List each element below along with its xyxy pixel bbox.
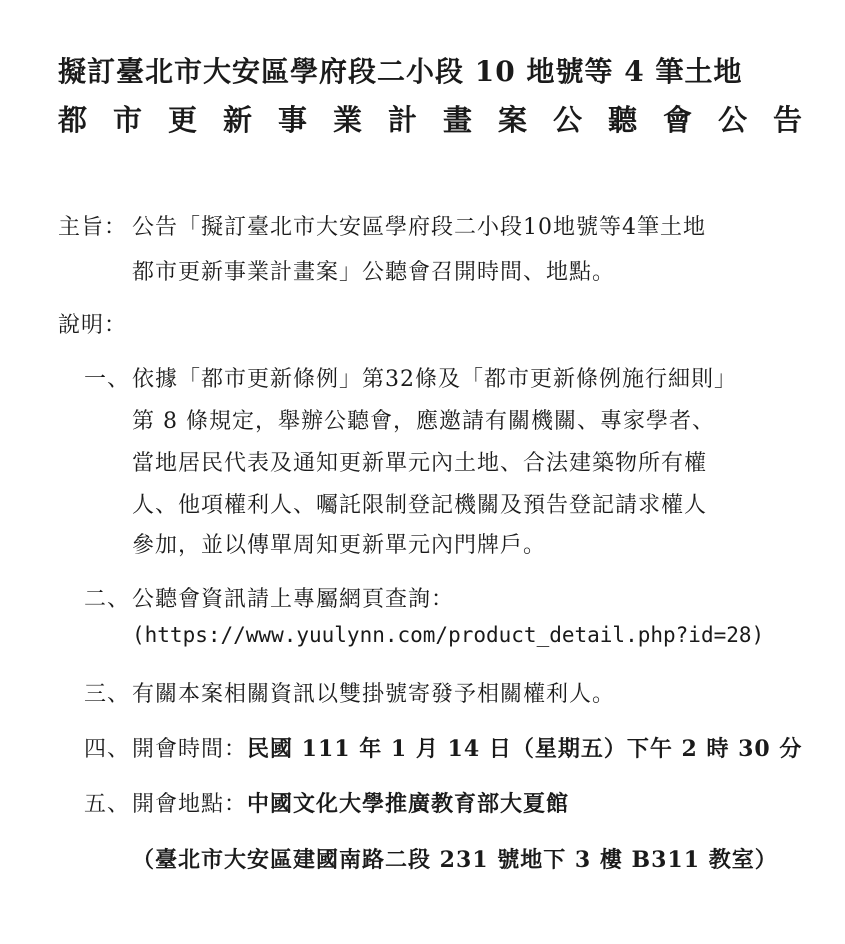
item-2-line-1: 公聽會資訊請上專屬網頁查詢： [132, 587, 455, 612]
meeting-time-label: 開會時間： [132, 737, 248, 762]
description-label: 說明： [58, 313, 128, 338]
subject-text-line-2: 都市更新事業計畫案」公聽會召開時間、地點。 [132, 260, 616, 285]
item-1-line-4: 人、他項權利人、囑託限制登記機關及預告登記請求權人 [132, 493, 708, 518]
item-1-line-3: 當地居民代表及通知更新單元內土地、合法建築物所有權 [132, 451, 708, 476]
item-2-number: 二、 [84, 587, 131, 612]
item-1-number: 一、 [84, 367, 131, 392]
meeting-place-address: （臺北市大安區建國南路二段 231 號地下 3 樓 B311 教室） [132, 847, 778, 873]
meeting-place-label: 開會地點： [132, 792, 248, 817]
subject-label: 主旨： [58, 215, 128, 240]
item-1-line-5: 參加，並以傳單周知更新單元內門牌戶。 [132, 533, 547, 558]
meeting-time-value: 民國 111 年 1 月 14 日（星期五）下午 2 時 30 分 [247, 736, 803, 762]
item-3-line-1: 有關本案相關資訊以雙掛號寄發予相關權利人。 [132, 682, 616, 707]
item-1-line-2: 第 8 條規定，舉辦公聽會，應邀請有關機關、專家學者、 [132, 409, 715, 434]
item-3-number: 三、 [84, 682, 131, 707]
meeting-place [132, 787, 569, 818]
subject-text-line-1: 公告「擬訂臺北市大安區學府段二小段10地號等4筆土地 [132, 215, 706, 240]
item-4-number: 四、 [84, 737, 131, 762]
item-2-url[interactable]: (https://www.yuulynn.com/product_detail.php?id=28) [132, 623, 765, 647]
document-title-line-2: 都市更新事業計畫案公聽會公告 [58, 103, 829, 137]
item-1-line-1: 依據「都市更新條例」第32條及「都市更新條例施行細則」 [132, 367, 737, 392]
meeting-time [132, 732, 802, 763]
item-5-number: 五、 [84, 792, 131, 817]
document-title-line-1: 擬訂臺北市大安區學府段二小段 10 地號等 4 筆土地 [58, 55, 743, 88]
meeting-place-value: 中國文化大學推廣教育部大夏館 [247, 791, 570, 817]
